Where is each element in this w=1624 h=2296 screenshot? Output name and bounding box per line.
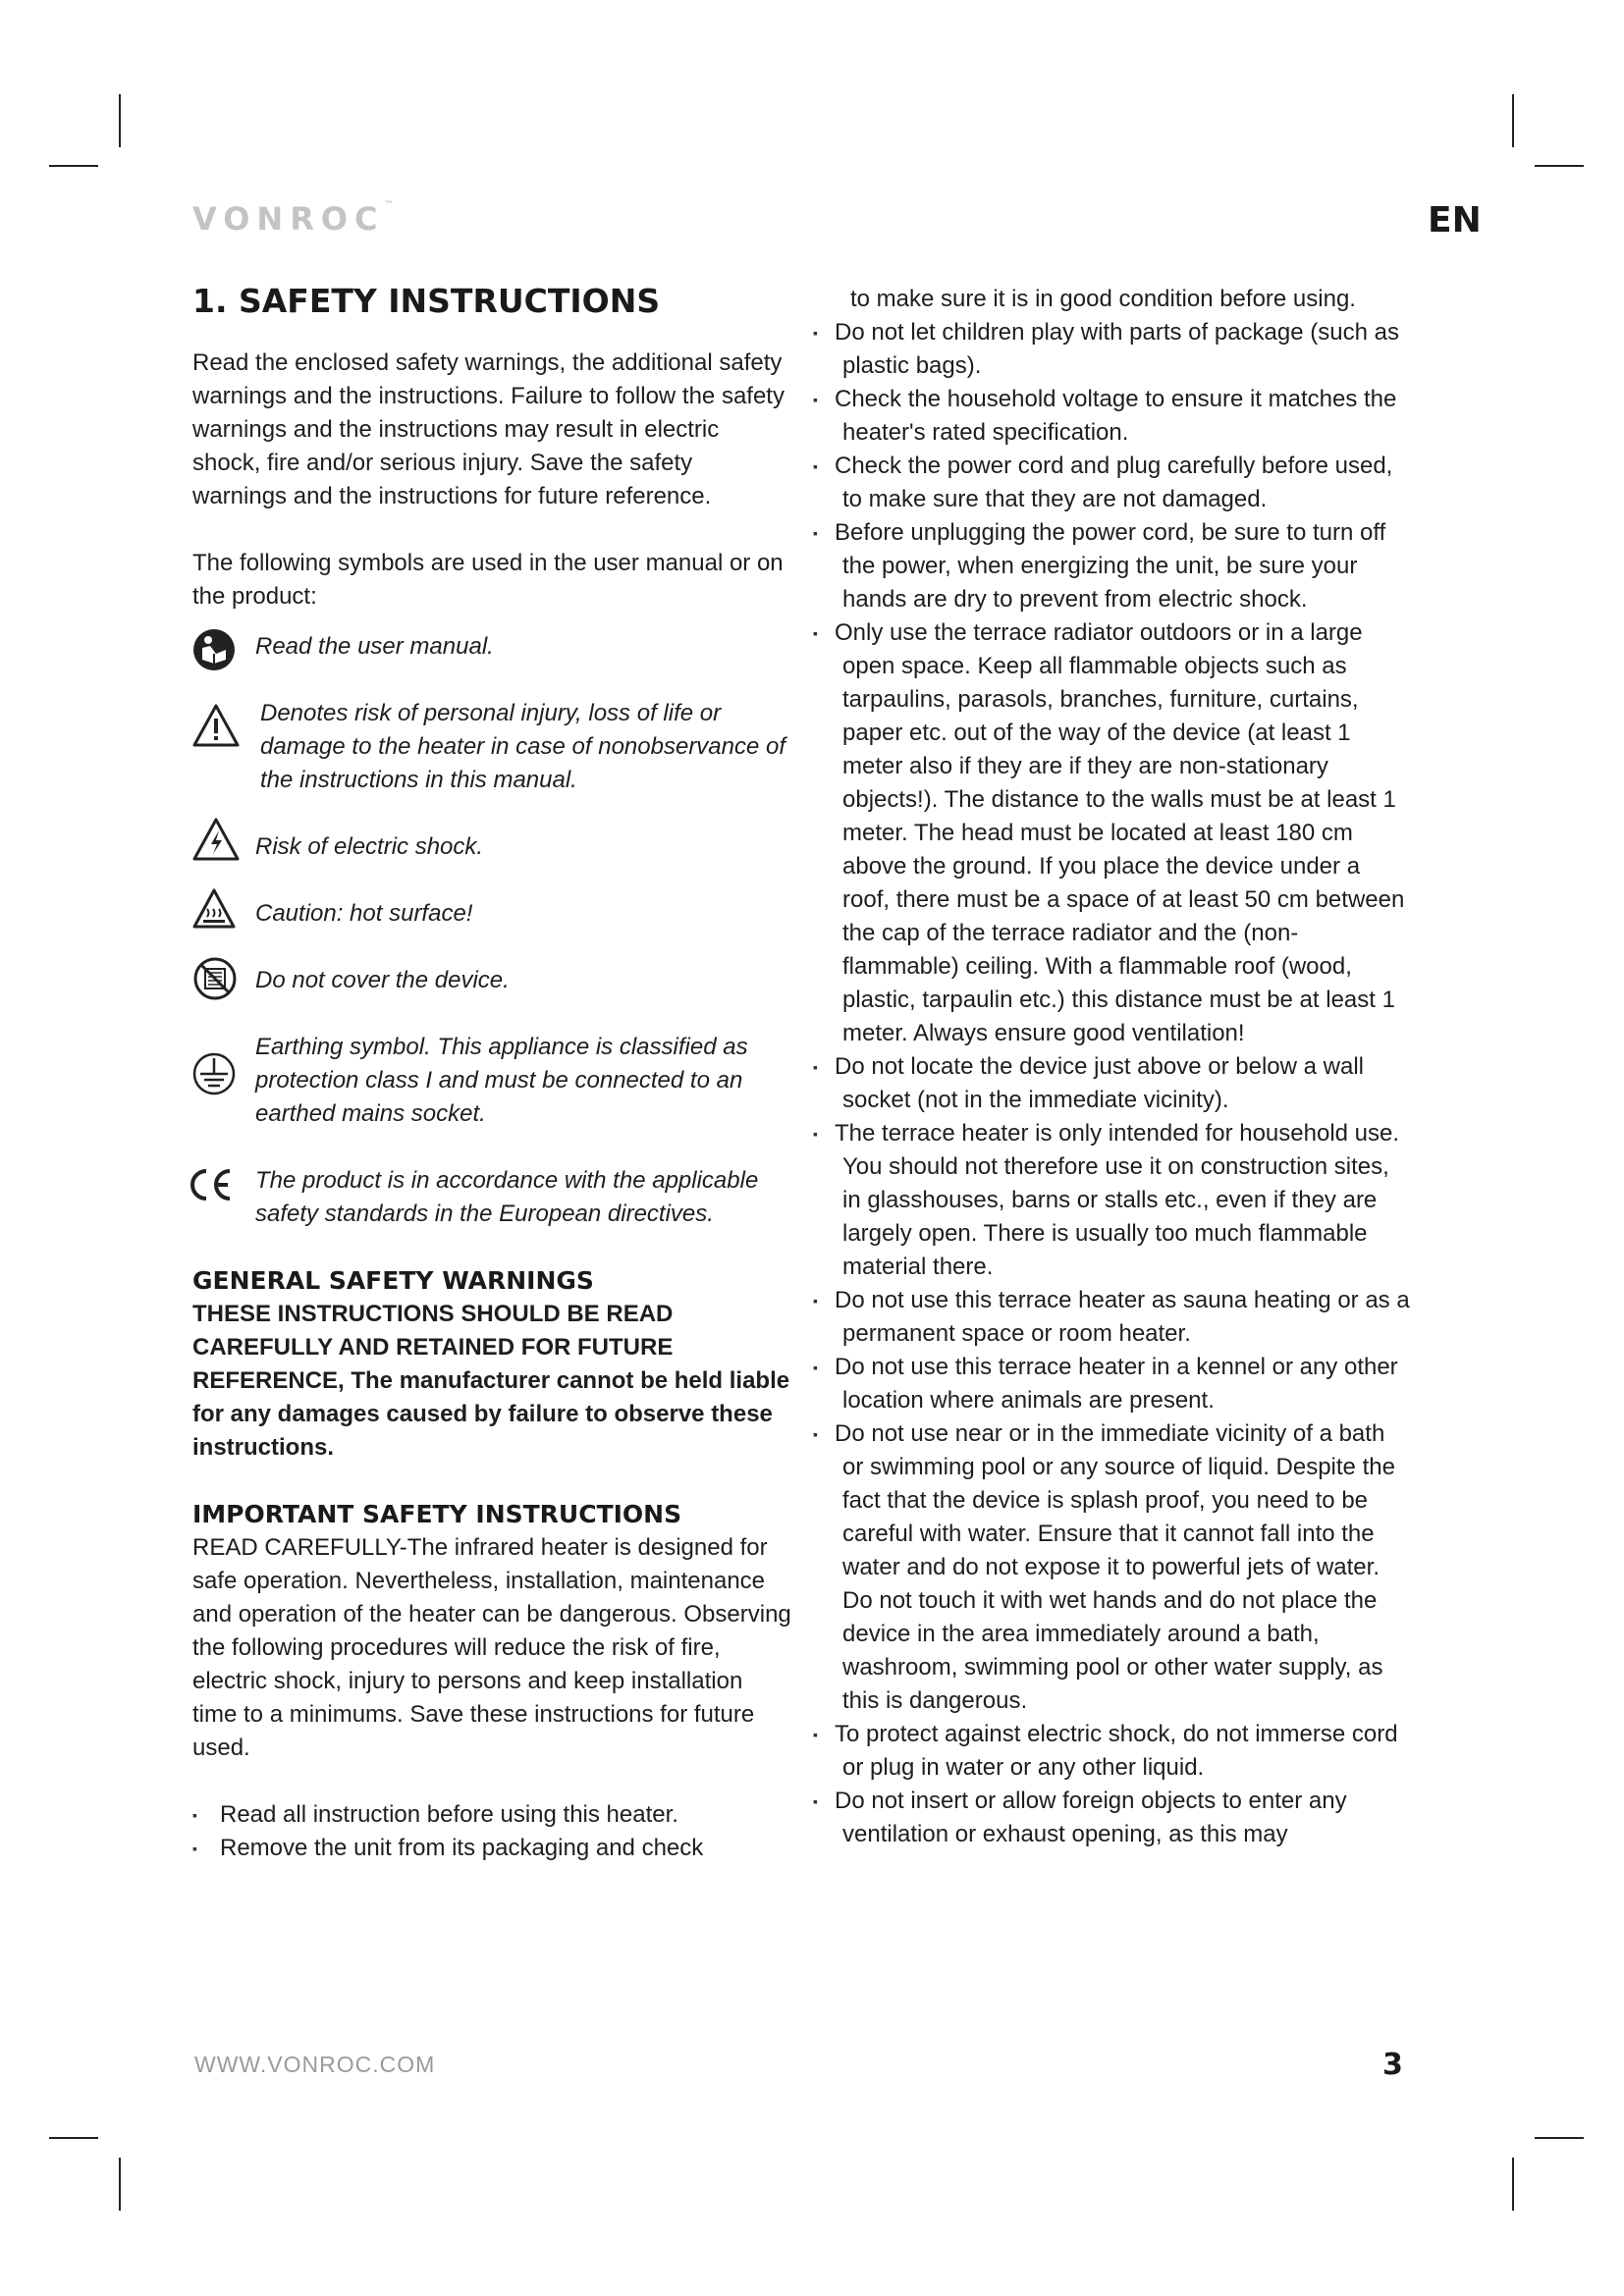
crop-mark	[1535, 2137, 1584, 2139]
page-number: 3	[1382, 2048, 1403, 2082]
ce-mark-icon	[192, 1164, 255, 1198]
symbol-row	[192, 697, 791, 797]
symbol-row	[192, 1164, 791, 1231]
electric-shock-icon	[192, 830, 255, 864]
read-manual-icon	[192, 630, 255, 664]
symbol-text: Do not cover the device.	[255, 967, 510, 993]
left-column	[192, 283, 791, 1865]
symbol-list	[192, 630, 791, 1231]
left-bullet-list	[192, 1798, 791, 1865]
list-item: ▪ Before unplugging the power cord, be sure to turn off the power, when energizing the unit, be sure your hands are dry to prevent from electric shock.	[813, 516, 1412, 616]
brand-logo: VONROC™	[192, 200, 394, 238]
footer-url: WWW.VONROC.COM	[194, 2052, 436, 2077]
crop-mark	[49, 165, 98, 167]
crop-mark	[119, 94, 121, 147]
crop-mark	[1535, 165, 1584, 167]
crop-mark	[1512, 2158, 1514, 2211]
list-item: ▪ Remove the unit from its packaging and check	[192, 1832, 791, 1865]
list-item: ▪ Only use the terrace radiator outdoors or in a large open space. Keep all flammable objects such as tarpaulins, parasols, branches, furniture, curtains, paper etc. out of the way of the device (at least 1 meter also if they are if they are non-stationary objects!). The distance to the walls must be at least 1 meter. The head must be located at least 180 cm above the ground. If you place the device under a roof, there must be a space of at least 50 cm between the cap of the terrace radiator and the (non-flammable) ceiling. With a flammable roof (wood, plastic, tarpaulin etc.) this distance must be at least 1 meter. Always ensure good ventilation!	[813, 616, 1412, 1050]
general-warnings-text: THESE INSTRUCTIONS SHOULD BE READ CAREFULLY AND RETAINED FOR FUTURE REFERENCE, The manufacturer cannot be held liable for any damages caused by failure to observe these instructions.	[192, 1301, 790, 1461]
continuation-text: to make sure it is in good condition before using.	[850, 286, 1356, 312]
intro-paragraph: Read the enclosed safety warnings, the additional safety warnings and the instructions. Failure to follow the safety warnings and the instructions may result in electric shock, fire and/or serious injury. Save the safety warnings and the instructions for future reference.	[192, 349, 785, 509]
symbol-row	[192, 964, 791, 997]
symbol-text: Read the user manual.	[255, 633, 494, 660]
language-code: EN	[1428, 200, 1482, 240]
list-item: ▪ Do not let children play with parts of package (such as plastic bags).	[813, 316, 1412, 383]
warning-triangle-icon	[192, 697, 255, 730]
general-warnings-heading: GENERAL SAFETY WARNINGS	[192, 1266, 594, 1295]
symbol-row	[192, 830, 791, 864]
symbol-row	[192, 897, 791, 931]
hot-surface-icon	[192, 897, 255, 931]
important-instructions-text: READ CAREFULLY-The infrared heater is designed for safe operation. Nevertheless, installation, maintenance and operation of the heater can be dangerous. Observing the following procedures will reduce the risk of fire, electric shock, injury to persons and keep installation time to a minimums. Save these instructions for future used.	[192, 1534, 791, 1761]
symbol-text: Risk of electric shock.	[255, 833, 484, 860]
important-instructions-heading: IMPORTANT SAFETY INSTRUCTIONS	[192, 1500, 682, 1528]
symbol-text: Earthing symbol. This appliance is classified as protection class I and must be connected to an earthed mains socket.	[255, 1034, 748, 1127]
crop-mark	[119, 2158, 121, 2211]
symbol-row	[192, 630, 791, 664]
crop-mark	[1512, 94, 1514, 147]
earthing-icon	[192, 1031, 255, 1064]
list-item: ▪ Do not use near or in the immediate vicinity of a bath or swimming pool or any source of liquid. Despite the fact that the device is splash proof, you need to be careful with water. Ensure that it cannot fall into the water and do not expose it to powerful jets of water. Do not touch it with wet hands and do not place the device in the area immediately around a bath, washroom, swimming pool or other water supply, as this is dangerous.	[813, 1417, 1412, 1718]
section-title: 1. SAFETY INSTRUCTIONS	[192, 282, 661, 320]
symbol-text: The product is in accordance with the applicable safety standards in the European directives.	[255, 1167, 759, 1227]
list-item: ▪ Check the power cord and plug carefully before used, to make sure that they are not damaged.	[813, 450, 1412, 516]
list-item: ▪ Do not locate the device just above or below a wall socket (not in the immediate vicinity).	[813, 1050, 1412, 1117]
list-item: ▪ Do not use this terrace heater in a kennel or any other location where animals are present.	[813, 1351, 1412, 1417]
list-item: ▪ Do not use this terrace heater as sauna heating or as a permanent space or room heater.	[813, 1284, 1412, 1351]
symbols-intro: The following symbols are used in the user manual or on the product:	[192, 550, 784, 610]
right-column	[813, 283, 1412, 1851]
symbol-row	[192, 1031, 791, 1131]
do-not-cover-icon	[192, 964, 255, 997]
list-item: ▪ Read all instruction before using this heater.	[192, 1798, 791, 1832]
right-bullet-list	[813, 316, 1412, 1851]
list-item: ▪ To protect against electric shock, do not immerse cord or plug in water or any other liquid.	[813, 1718, 1412, 1785]
symbol-text: Denotes risk of personal injury, loss of life or damage to the heater in case of nonobservance of the instructions in this manual.	[260, 700, 786, 793]
list-item: ▪ Do not insert or allow foreign objects to enter any ventilation or exhaust opening, as this may	[813, 1785, 1412, 1851]
list-item: ▪ The terrace heater is only intended for household use. You should not therefore use it on construction sites, in glasshouses, barns or stalls etc., even if they are largely open. There is usually too much flammable material there.	[813, 1117, 1412, 1284]
symbol-text: Caution: hot surface!	[255, 900, 473, 927]
crop-mark	[49, 2137, 98, 2139]
list-item: ▪ Check the household voltage to ensure it matches the heater's rated specification.	[813, 383, 1412, 450]
